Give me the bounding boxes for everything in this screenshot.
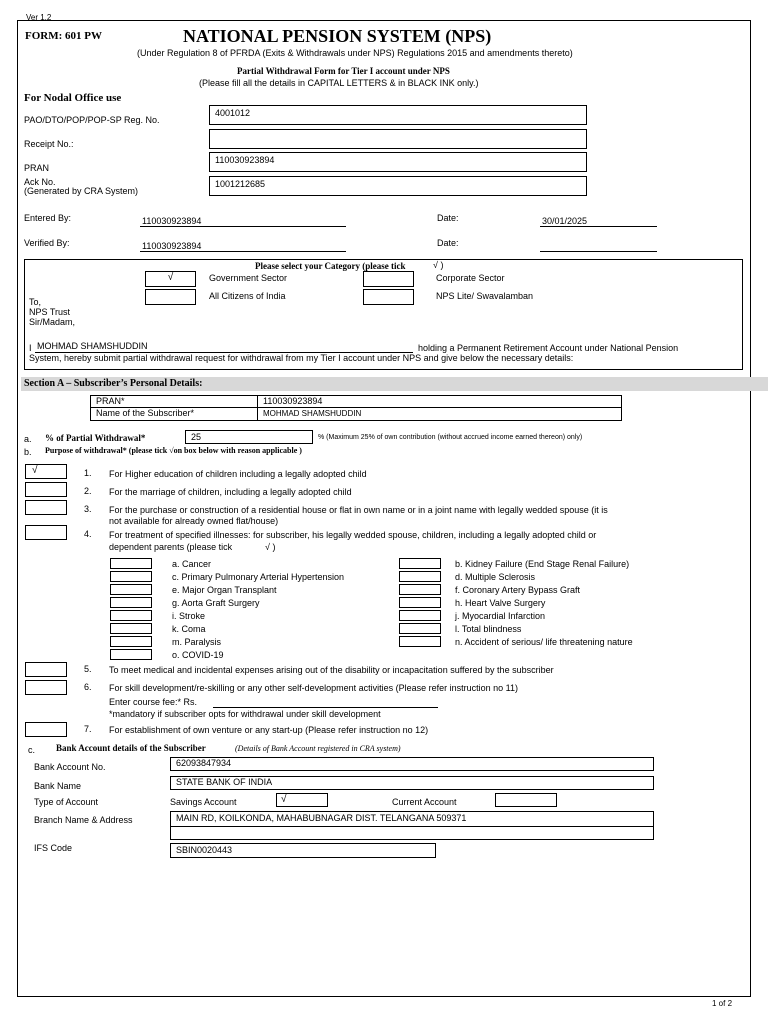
subscriber-name-line[interactable] [35,340,413,353]
illness-left-0-checkbox[interactable] [110,558,152,569]
purpose-4-tick-paren: √ ) [265,542,276,552]
all-citizens-checkbox[interactable] [145,289,196,305]
ack-field[interactable] [209,176,587,196]
purpose-7-number: 7. [84,724,92,734]
letter-subscriber-name: MOHMAD SHAMSHUDDIN [37,341,148,351]
purpose-5-number: 5. [84,664,92,674]
nps-lite-label: NPS Lite/ Swavalamban [436,291,534,301]
purpose-2-text: For the marriage of children, including a legally adopted child [109,487,352,497]
illness-left-0-label: a. Cancer [172,559,212,569]
bank-name-field[interactable] [170,776,654,790]
illness-right-3-checkbox[interactable] [399,597,441,608]
ifs-label: IFS Code [34,843,73,853]
purpose-3-number: 3. [84,504,92,514]
current-account-label: Current Account [392,797,457,807]
nodal-pran-field[interactable] [209,152,587,172]
branch-label: Branch Name & Address [34,815,133,825]
purpose-3-text-line2: not available for already owned flat/house) [109,516,279,526]
bank-account-value: 62093847934 [176,758,232,768]
savings-account-label: Savings Account [170,797,237,807]
bank-heading: Bank Account details of the Subscriber [56,743,206,753]
nps-lite-checkbox[interactable] [363,289,414,305]
entered-date-label: Date: [437,213,459,223]
nodal-heading: For Nodal Office use [24,92,122,104]
verified-date-field[interactable] [540,239,657,252]
illness-left-7-checkbox[interactable] [110,649,152,660]
account-type-label: Type of Account [34,797,99,807]
course-fee-note: *mandatory if subscriber opts for withdrawal under skill development [109,709,381,719]
illness-left-5-label: k. Coma [172,624,206,634]
purpose-1-checkbox[interactable]: √ [25,464,67,479]
purpose-4-text-line2: dependent parents (please tick [109,542,233,552]
form-title: NATIONAL PENSION SYSTEM (NPS) [183,26,492,46]
page-number: 1 of 2 [712,999,733,1008]
letter-to: To, [29,297,42,307]
entered-date-value: 30/01/2025 [542,216,588,226]
receipt-field[interactable] [209,129,587,149]
subscriber-name-label: Name of the Subscriber* [96,408,195,418]
gov-sector-checkbox[interactable]: √ [145,271,196,287]
item-c-letter: c. [28,745,36,755]
letter-line1: holding a Permanent Retirement Account under National Pension [418,343,679,353]
entered-by-label: Entered By: [24,213,72,223]
nodal-pran-value: 110030923894 [215,155,275,165]
illness-left-4-label: i. Stroke [172,611,206,621]
pct-withdrawal-label: % of Partial Withdrawal* [45,433,146,443]
letter-trust: NPS Trust [29,307,71,317]
bank-heading-note: (Details of Bank Account registered in CRA system) [235,744,401,753]
purpose-6-text: For skill development/re-skilling or any other self-development activities (Please refer instruction no 11) [109,683,519,693]
purpose-4-number: 4. [84,529,92,539]
illness-left-6-label: m. Paralysis [172,637,222,647]
illness-left-1-label: c. Primary Pulmonary Arterial Hypertension [172,572,345,582]
course-fee-label: Enter course fee:* Rs. [109,697,198,707]
purpose-1-text: For Higher education of children including a legally adopted child [109,469,367,479]
form-subtitle: (Under Regulation 8 of PFRDA (Exits & Withdrawals under NPS) Regulations 2015 and amendments thereto) [137,48,573,58]
illness-left-4-checkbox[interactable] [110,610,152,621]
item-a-letter: a. [24,434,32,444]
illness-right-1-checkbox[interactable] [399,571,441,582]
reg-no-label: PAO/DTO/POP/POP-SP Reg. No. [24,115,160,125]
ack-sublabel: (Generated by CRA System) [24,186,139,196]
illness-right-6-label: n. Accident of serious/ life threatening nature [455,637,633,647]
nodal-pran-label: PRAN [24,163,50,173]
purpose-2-number: 2. [84,486,92,496]
subscriber-name-value: MOHMAD SHAMSHUDDIN [263,409,362,418]
item-b-letter: b. [24,447,32,457]
purpose-4-text-line1: For treatment of specified illnesses: for subscriber, his legally wedded spouse, children, including a legally adopted child or [109,530,597,540]
purpose-6-number: 6. [84,682,92,692]
purpose-6-checkbox[interactable] [25,680,67,695]
corporate-sector-checkbox[interactable] [363,271,414,287]
ack-label: Ack No. [24,177,56,187]
form-instruction: (Please fill all the details in CAPITAL LETTERS & in BLACK INK only.) [199,78,479,88]
illness-left-6-checkbox[interactable] [110,636,152,647]
purpose-1-number: 1. [84,468,92,478]
gov-sector-label: Government Sector [209,273,288,283]
section-a-heading: Section A – Subscriber’s Personal Details: [24,378,203,389]
section-a-pran-value: 110030923894 [263,396,323,406]
illness-left-3-label: g. Aorta Graft Surgery [172,598,260,608]
purpose-7-checkbox[interactable] [25,722,67,737]
verified-by-value: 110030923894 [142,241,202,251]
current-account-checkbox[interactable] [495,793,557,807]
entered-date-field[interactable] [540,214,657,227]
version-label: Ver 1.2 [26,13,52,22]
purpose-4-checkbox[interactable] [25,525,67,540]
subscriber-name-field[interactable] [257,407,622,421]
entered-by-field[interactable] [140,214,346,227]
pct-withdrawal-value: 25 [191,432,202,442]
course-fee-field[interactable] [213,695,438,708]
entered-by-value: 110030923894 [142,216,202,226]
reg-no-field[interactable] [209,105,587,125]
illness-right-5-checkbox[interactable] [399,623,441,634]
purpose-label: Purpose of withdrawal* (please tick √on box below with reason applicable ) [45,446,302,455]
illness-left-5-checkbox[interactable] [110,623,152,634]
verified-by-field[interactable] [140,239,346,252]
pct-withdrawal-note: % (Maximum 25% of own contribution (without accrued income earned thereon) only) [318,434,583,441]
category-tick-close: √ ) [433,260,444,270]
illness-left-2-checkbox[interactable] [110,584,152,595]
letter-salutation: Sir/Madam, [29,317,76,327]
bank-account-field[interactable] [170,757,654,771]
illness-left-3-checkbox[interactable] [110,597,152,608]
purpose-5-checkbox[interactable] [25,662,67,677]
section-a-pran-label: PRAN* [96,396,125,406]
ifs-value: SBIN0020443 [176,845,233,855]
branch-value: MAIN RD, KOILKONDA, MAHABUBNAGAR DIST. TELANGANA 509371 [176,813,467,823]
bank-name-label: Bank Name [34,781,82,791]
verified-date-label: Date: [437,238,459,248]
illness-right-0-checkbox[interactable] [399,558,441,569]
purpose-7-text: For establishment of own venture or any start-up (Please refer instruction no 12) [109,725,429,735]
purpose-3-checkbox[interactable] [25,500,67,515]
subscriber-name-label-cell [90,407,258,421]
illness-right-2-checkbox[interactable] [399,584,441,595]
bank-account-label: Bank Account No. [34,762,106,772]
form-heading: Partial Withdrawal Form for Tier I account under NPS [237,66,450,76]
ifs-field[interactable] [170,843,436,858]
illness-right-4-label: j. Myocardial Infarction [455,611,546,621]
letter-i: I [29,343,32,353]
corporate-sector-label: Corporate Sector [436,273,505,283]
illness-right-0-label: b. Kidney Failure (End Stage Renal Failure) [455,559,630,569]
verified-by-label: Verified By: [24,238,70,248]
illness-right-3-label: h. Heart Valve Surgery [455,598,546,608]
illness-right-2-label: f. Coronary Artery Bypass Graft [455,585,581,595]
receipt-label: Receipt No.: [24,139,74,149]
illness-right-4-checkbox[interactable] [399,610,441,621]
bank-name-value: STATE BANK OF INDIA [176,777,273,787]
illness-right-6-checkbox[interactable] [399,636,441,647]
branch-field[interactable] [170,811,654,840]
illness-left-1-checkbox[interactable] [110,571,152,582]
ack-value: 1001212685 [215,179,266,189]
illness-right-5-label: l. Total blindness [455,624,522,634]
illness-left-7-label: o. COVID-19 [172,650,224,660]
purpose-2-checkbox[interactable] [25,482,67,497]
reg-no-value: 4001012 [215,108,251,118]
purpose-5-text: To meet medical and incidental expenses arising out of the disability or incapacitation suffered by the subscriber [109,665,554,675]
illness-left-2-label: e. Major Organ Transplant [172,585,277,595]
category-heading: Please select your Category (please tick [255,261,406,271]
purpose-3-text-line1: For the purchase or construction of a residential house or flat in own name or in a joint name with legally wedded spouse (it is [109,505,608,515]
form-number: FORM: 601 PW [25,30,102,42]
pct-withdrawal-field[interactable] [185,430,313,444]
savings-account-checkbox[interactable]: √ [276,793,328,807]
letter-line2: System, hereby submit partial withdrawal request for withdrawal from my Tier I account under NPS and give below the necessary details: [29,353,574,363]
all-citizens-label: All Citizens of India [209,291,286,301]
illness-right-1-label: d. Multiple Sclerosis [455,572,536,582]
